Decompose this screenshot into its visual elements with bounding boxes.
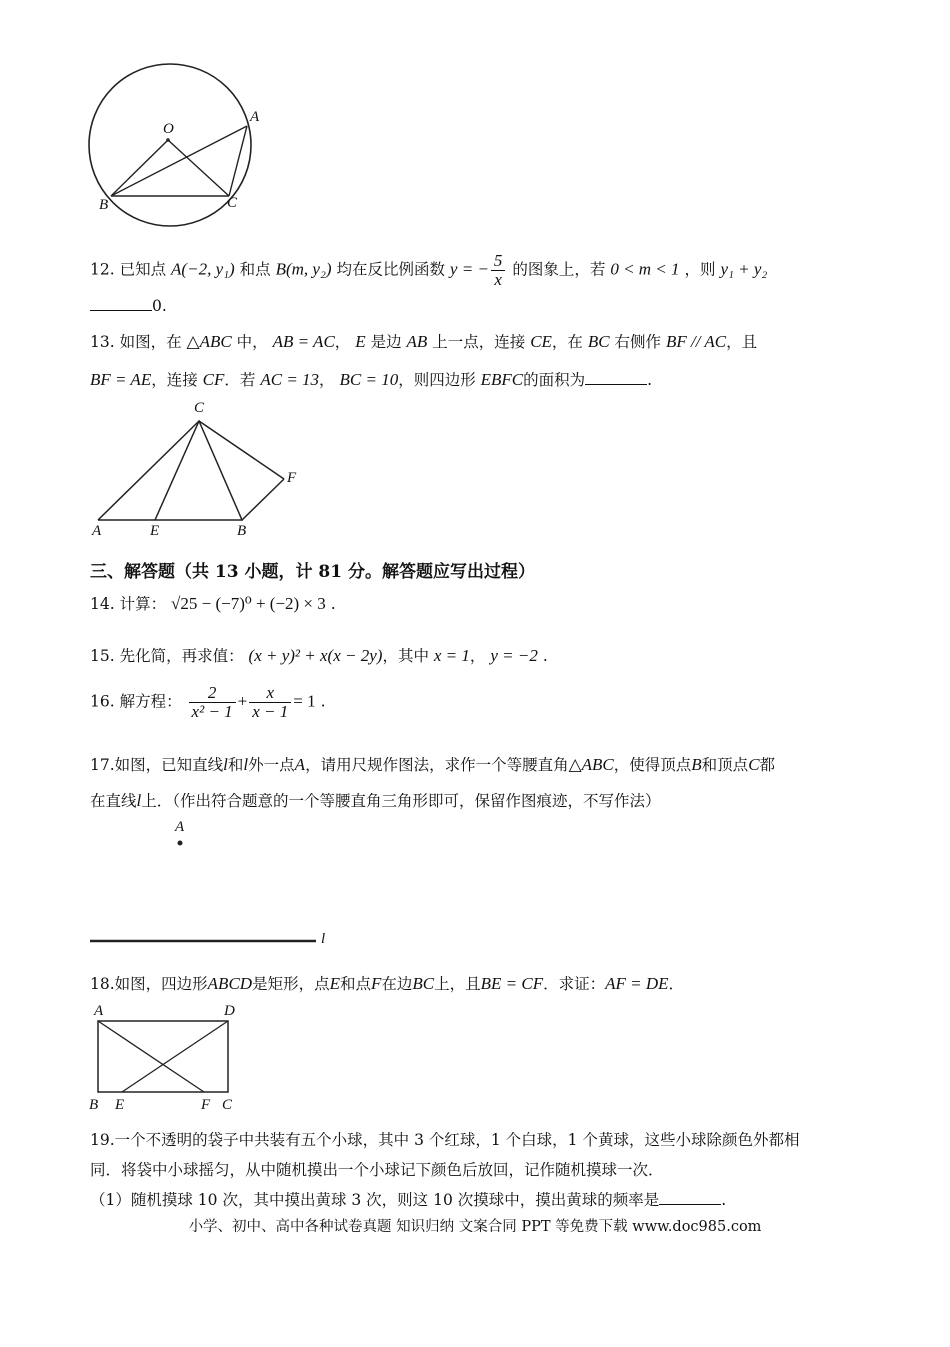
label-e: E — [115, 1097, 125, 1113]
question-19: 19.一个不透明的袋子中共装有五个小球，其中 3 个红球，1 个白球，1 个黄球，这些小球除颜色外都相 — [90, 1131, 800, 1149]
label-b: B — [99, 197, 109, 213]
label-a: A — [250, 109, 260, 125]
answer-blank[interactable] — [659, 1190, 721, 1205]
label-c: C — [194, 400, 205, 416]
label-c: C — [222, 1097, 233, 1113]
question-17: 17.如图，已知直线l和l外一点A，请用尺规作图法，求作一个等腰直角△ABC，使得顶点B和顶点C都 — [90, 755, 776, 774]
label-f: F — [201, 1097, 211, 1113]
question-14: 14. 计算： √25 − (−7)⁰ + (−2) × 3 . — [90, 594, 336, 613]
label-a: A — [92, 523, 102, 539]
question-13-line2: BF = AE，连接 CF．若 AC = 13， BC = 10，则四边形 EBFC的面积为 . — [90, 370, 653, 389]
fraction-5-over-x: $\frac{5}{x}$ — [491, 252, 506, 289]
label-a: A — [175, 819, 185, 835]
label-l: l — [321, 931, 326, 947]
question-19-line2: 同．将袋中小球摇匀，从中随机摸出一个小球记下颜色后放回，记作随机摸球一次． — [90, 1161, 664, 1179]
question-12: 12. 已知点 A(−2, y₁) 和点 B(m, y₂) 均在反比例函数 y = − $\frac{5}{x}$ 的图象上，若 0 < m < 1 ，则 y₁ + y₂ — [90, 251, 768, 289]
label-b: B — [237, 523, 247, 539]
label-o: O — [163, 121, 174, 137]
label-e: E — [150, 523, 160, 539]
question-18: 18.如图，四边形ABCD是矩形，点E和点F在边BC上，且BE = CF．求证：AF = DE． — [90, 974, 685, 993]
question-17-line2: 在直线l上．（作出符合题意的一个等腰直角三角形即可，保留作图痕迹，不写作法） — [90, 791, 661, 810]
section-heading: 三、解答题（共 13 小题，计 81 分。解答题应写出过程） — [90, 562, 535, 582]
fraction-2: $\frac{x}{x - 1}$ — [249, 684, 291, 721]
label-d: D — [224, 1003, 235, 1019]
question-13: 13. 如图，在 △ABC 中， AB = AC， E 是边 AB 上一点，连接 CE，在 BC 右侧作 BF // AC，且 — [90, 332, 758, 351]
fraction-1: $\frac{2}{\text{x² − 1}}$ — [189, 684, 236, 721]
label-a: A — [94, 1003, 104, 1019]
question-19-part1: （1）随机摸球 10 次，其中摸出黄球 3 次，则这 10 次摸球中，摸出黄球的频率是 . — [90, 1191, 727, 1209]
label-c: C — [227, 195, 238, 211]
question-15: 15. 先化简，再求值： (x + y)² + x(x − 2y)，其中 x = 1， y = −2 . — [90, 646, 548, 665]
label-f: F — [287, 470, 297, 486]
question-16: 16. 解方程： $\frac{2}{\text{x² − 1}}$ + $\frac{x}{x - 1}$ = 1 . — [90, 683, 326, 721]
footer: 小学、初中、高中各种试卷真题 知识归纳 文案合同 PPT 等免费下载 www.doc985.com — [188, 1219, 762, 1235]
label-b: B — [89, 1097, 99, 1113]
question-12-answer-line: 0. — [90, 296, 167, 315]
